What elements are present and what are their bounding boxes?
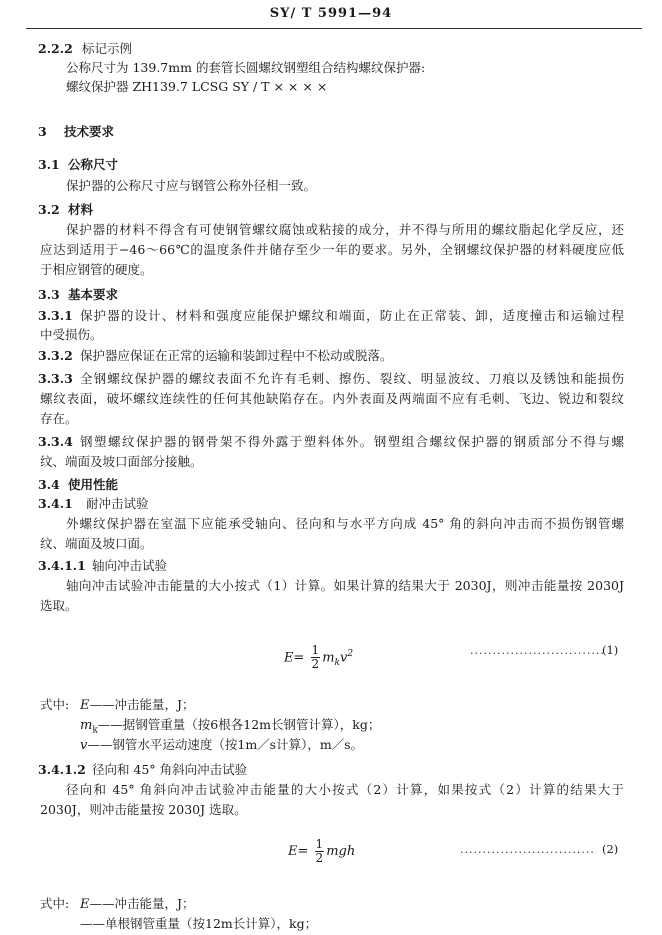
where1-e-desc: ——冲击能量，J； bbox=[89, 697, 195, 712]
section-3-4-1-title: 耐冲击试验 bbox=[86, 496, 149, 511]
section-3-3-3-line3: 存在。 bbox=[40, 411, 78, 426]
section-2-2-2-number: 2.2.2 bbox=[38, 41, 73, 56]
section-3-3-title: 基本要求 bbox=[68, 287, 119, 302]
section-2-2-2-line2: 螺纹保护器 ZH139.7 LCSG SY / T × × × × bbox=[66, 79, 328, 94]
section-3-4-1-2-title: 径向和 45° 角斜向冲击试验 bbox=[92, 762, 248, 777]
section-3-number: 3 bbox=[38, 124, 47, 139]
section-3-4-number: 3.4 bbox=[38, 477, 60, 492]
section-3-3-3-number: 3.3.3 bbox=[38, 371, 73, 386]
section-3-3-1-line2: 中受损伤。 bbox=[40, 327, 103, 342]
where2-e-desc: ——冲击能量，J； bbox=[89, 896, 195, 911]
equation-1 bbox=[284, 640, 354, 672]
section-3-4-1-1-line2: 选取。 bbox=[40, 598, 78, 613]
section-3-3-number: 3.3 bbox=[38, 287, 60, 302]
eq1-leader-dots: .............................. bbox=[470, 644, 605, 657]
where1-m-symbol: m bbox=[80, 718, 93, 733]
section-3-2-line2: 应达到适用于−46～66℃的温度条件并储存至少一年的要求。另外，全钢螺纹保护器的材料硬度应低 bbox=[40, 242, 624, 257]
where1-prefix: 式中: bbox=[40, 697, 70, 712]
standard-code-header: SY/ T 5991—94 bbox=[269, 6, 393, 21]
section-3-4-1-1-line1: 轴向冲击试验冲击能量的大小按式（1）计算。如果计算的结果大于 2030J，则冲击能量按 2030J bbox=[66, 578, 624, 593]
section-3-1-title: 公称尺寸 bbox=[68, 157, 119, 172]
section-3-4-1-number: 3.4.1 bbox=[38, 496, 73, 511]
section-3-2-number: 3.2 bbox=[38, 202, 60, 217]
section-3-2-line3: 于相应钢管的硬度。 bbox=[40, 262, 153, 277]
where1-e bbox=[80, 697, 195, 714]
eq1-mass-subscript: k bbox=[334, 657, 340, 668]
eq1-equals: = bbox=[293, 650, 305, 666]
where1-m-desc: ——据钢管重量（按6根各12m长钢管计算），kg； bbox=[97, 717, 381, 732]
where1-m bbox=[80, 717, 380, 739]
section-2-2-2-line1: 公称尺寸为 139.7mm 的套管长圆螺纹钢塑组合结构螺纹保护器: bbox=[66, 60, 426, 75]
section-3-3-2-line1: 保护器应保证在正常的运输和装卸过程中不松动或脱落。 bbox=[80, 348, 393, 363]
section-3-4-1-line1: 外螺纹保护器在室温下应能承受轴向、径向和与水平方向成 45° 角的斜向冲击而不损伤钢管螺 bbox=[66, 516, 624, 531]
eq1-numerator: 1 bbox=[311, 643, 320, 658]
eq2-equals: = bbox=[297, 844, 309, 859]
section-3-3-1-number: 3.3.1 bbox=[38, 308, 73, 323]
eq2-lhs: E bbox=[288, 844, 298, 859]
where1-v-desc: ——钢管水平运动速度（按1m／s计算），m／s。 bbox=[87, 737, 364, 752]
section-3-1-number: 3.1 bbox=[38, 157, 60, 172]
where1-e-symbol: E bbox=[80, 698, 90, 713]
eq2-denominator: 2 bbox=[315, 851, 324, 865]
header-rule bbox=[26, 28, 642, 29]
section-3-3-4-line2: 纹、端面及坡口面部分接触。 bbox=[40, 454, 203, 469]
where2-e-symbol: E bbox=[80, 897, 90, 912]
section-3-title: 技术要求 bbox=[64, 124, 115, 139]
eq2-fraction bbox=[315, 838, 325, 865]
eq1-fraction bbox=[311, 644, 321, 671]
eq1-velocity: v bbox=[339, 650, 348, 666]
where2-prefix: 式中: bbox=[40, 896, 70, 911]
eq2-leader-dots: .............................. bbox=[460, 843, 595, 856]
section-3-3-4-line1: 钢塑螺纹保护器的钢骨架不得外露于塑料体外。钢塑组合螺纹保护器的钢质部分不得与螺 bbox=[80, 434, 624, 449]
eq2-rhs: mgh bbox=[326, 844, 356, 859]
eq1-denominator: 2 bbox=[311, 657, 320, 672]
where1-v bbox=[80, 737, 363, 754]
section-3-3-1-line1: 保护器的设计、材料和强度应能保护螺纹和端面，防止在正常装、卸，适度撞击和运输过程 bbox=[80, 308, 624, 323]
section-3-4-1-2-line1: 径向和 45° 角斜向冲击试验冲击能量的大小按式（2）计算，如果按式（2）计算的结果大于 bbox=[66, 782, 624, 797]
section-3-4-1-1-number: 3.4.1.1 bbox=[38, 558, 86, 573]
section-3-4-1-2-number: 3.4.1.2 bbox=[38, 762, 86, 777]
section-3-1-text: 保护器的公称尺寸应与钢管公称外径相一致。 bbox=[66, 178, 317, 193]
eq1-lhs: E bbox=[284, 650, 294, 666]
section-3-4-1-line2: 纹、端面及坡口面。 bbox=[40, 536, 153, 551]
section-3-4-1-2-line2: 2030J，则冲击能量按 2030J 选取。 bbox=[40, 802, 247, 817]
section-3-2-line1: 保护器的材料不得含有可使钢管螺纹腐蚀或粘接的成分，并不得与所用的螺纹脂起化学反应，还 bbox=[66, 222, 624, 237]
where1-m-subscript: k bbox=[92, 725, 98, 736]
where1-v-symbol: v bbox=[80, 738, 88, 753]
section-3-3-3-line2: 螺纹表面，破坏螺纹连续性的任何其他缺陷存在。内外表面及两端面不应有毛刺、飞边、锐边和裂纹 bbox=[40, 391, 624, 406]
eq1-label: (1) bbox=[602, 643, 619, 657]
eq1-mass: m bbox=[322, 650, 335, 666]
section-3-3-2-number: 3.3.2 bbox=[38, 348, 73, 363]
eq2-label: (2) bbox=[602, 842, 619, 856]
section-3-3-3-line1: 全钢螺纹保护器的螺纹表面不允许有毛刺、擦伤、裂纹、明显波纹、刀痕以及锈蚀和能损伤 bbox=[80, 371, 624, 386]
section-2-2-2-title: 标记示例 bbox=[82, 41, 133, 56]
eq1-velocity-exponent: 2 bbox=[347, 649, 354, 659]
section-3-4-1-1-title: 轴向冲击试验 bbox=[92, 558, 168, 573]
section-3-2-title: 材料 bbox=[68, 202, 94, 217]
eq2-numerator: 1 bbox=[315, 837, 324, 851]
where2-m-desc: ——单根钢管重量（按12m长计算），kg； bbox=[80, 916, 318, 931]
section-3-4-title: 使用性能 bbox=[68, 477, 119, 492]
where2-e bbox=[80, 896, 195, 913]
section-3-3-4-number: 3.3.4 bbox=[38, 434, 73, 449]
equation-2 bbox=[288, 838, 355, 866]
